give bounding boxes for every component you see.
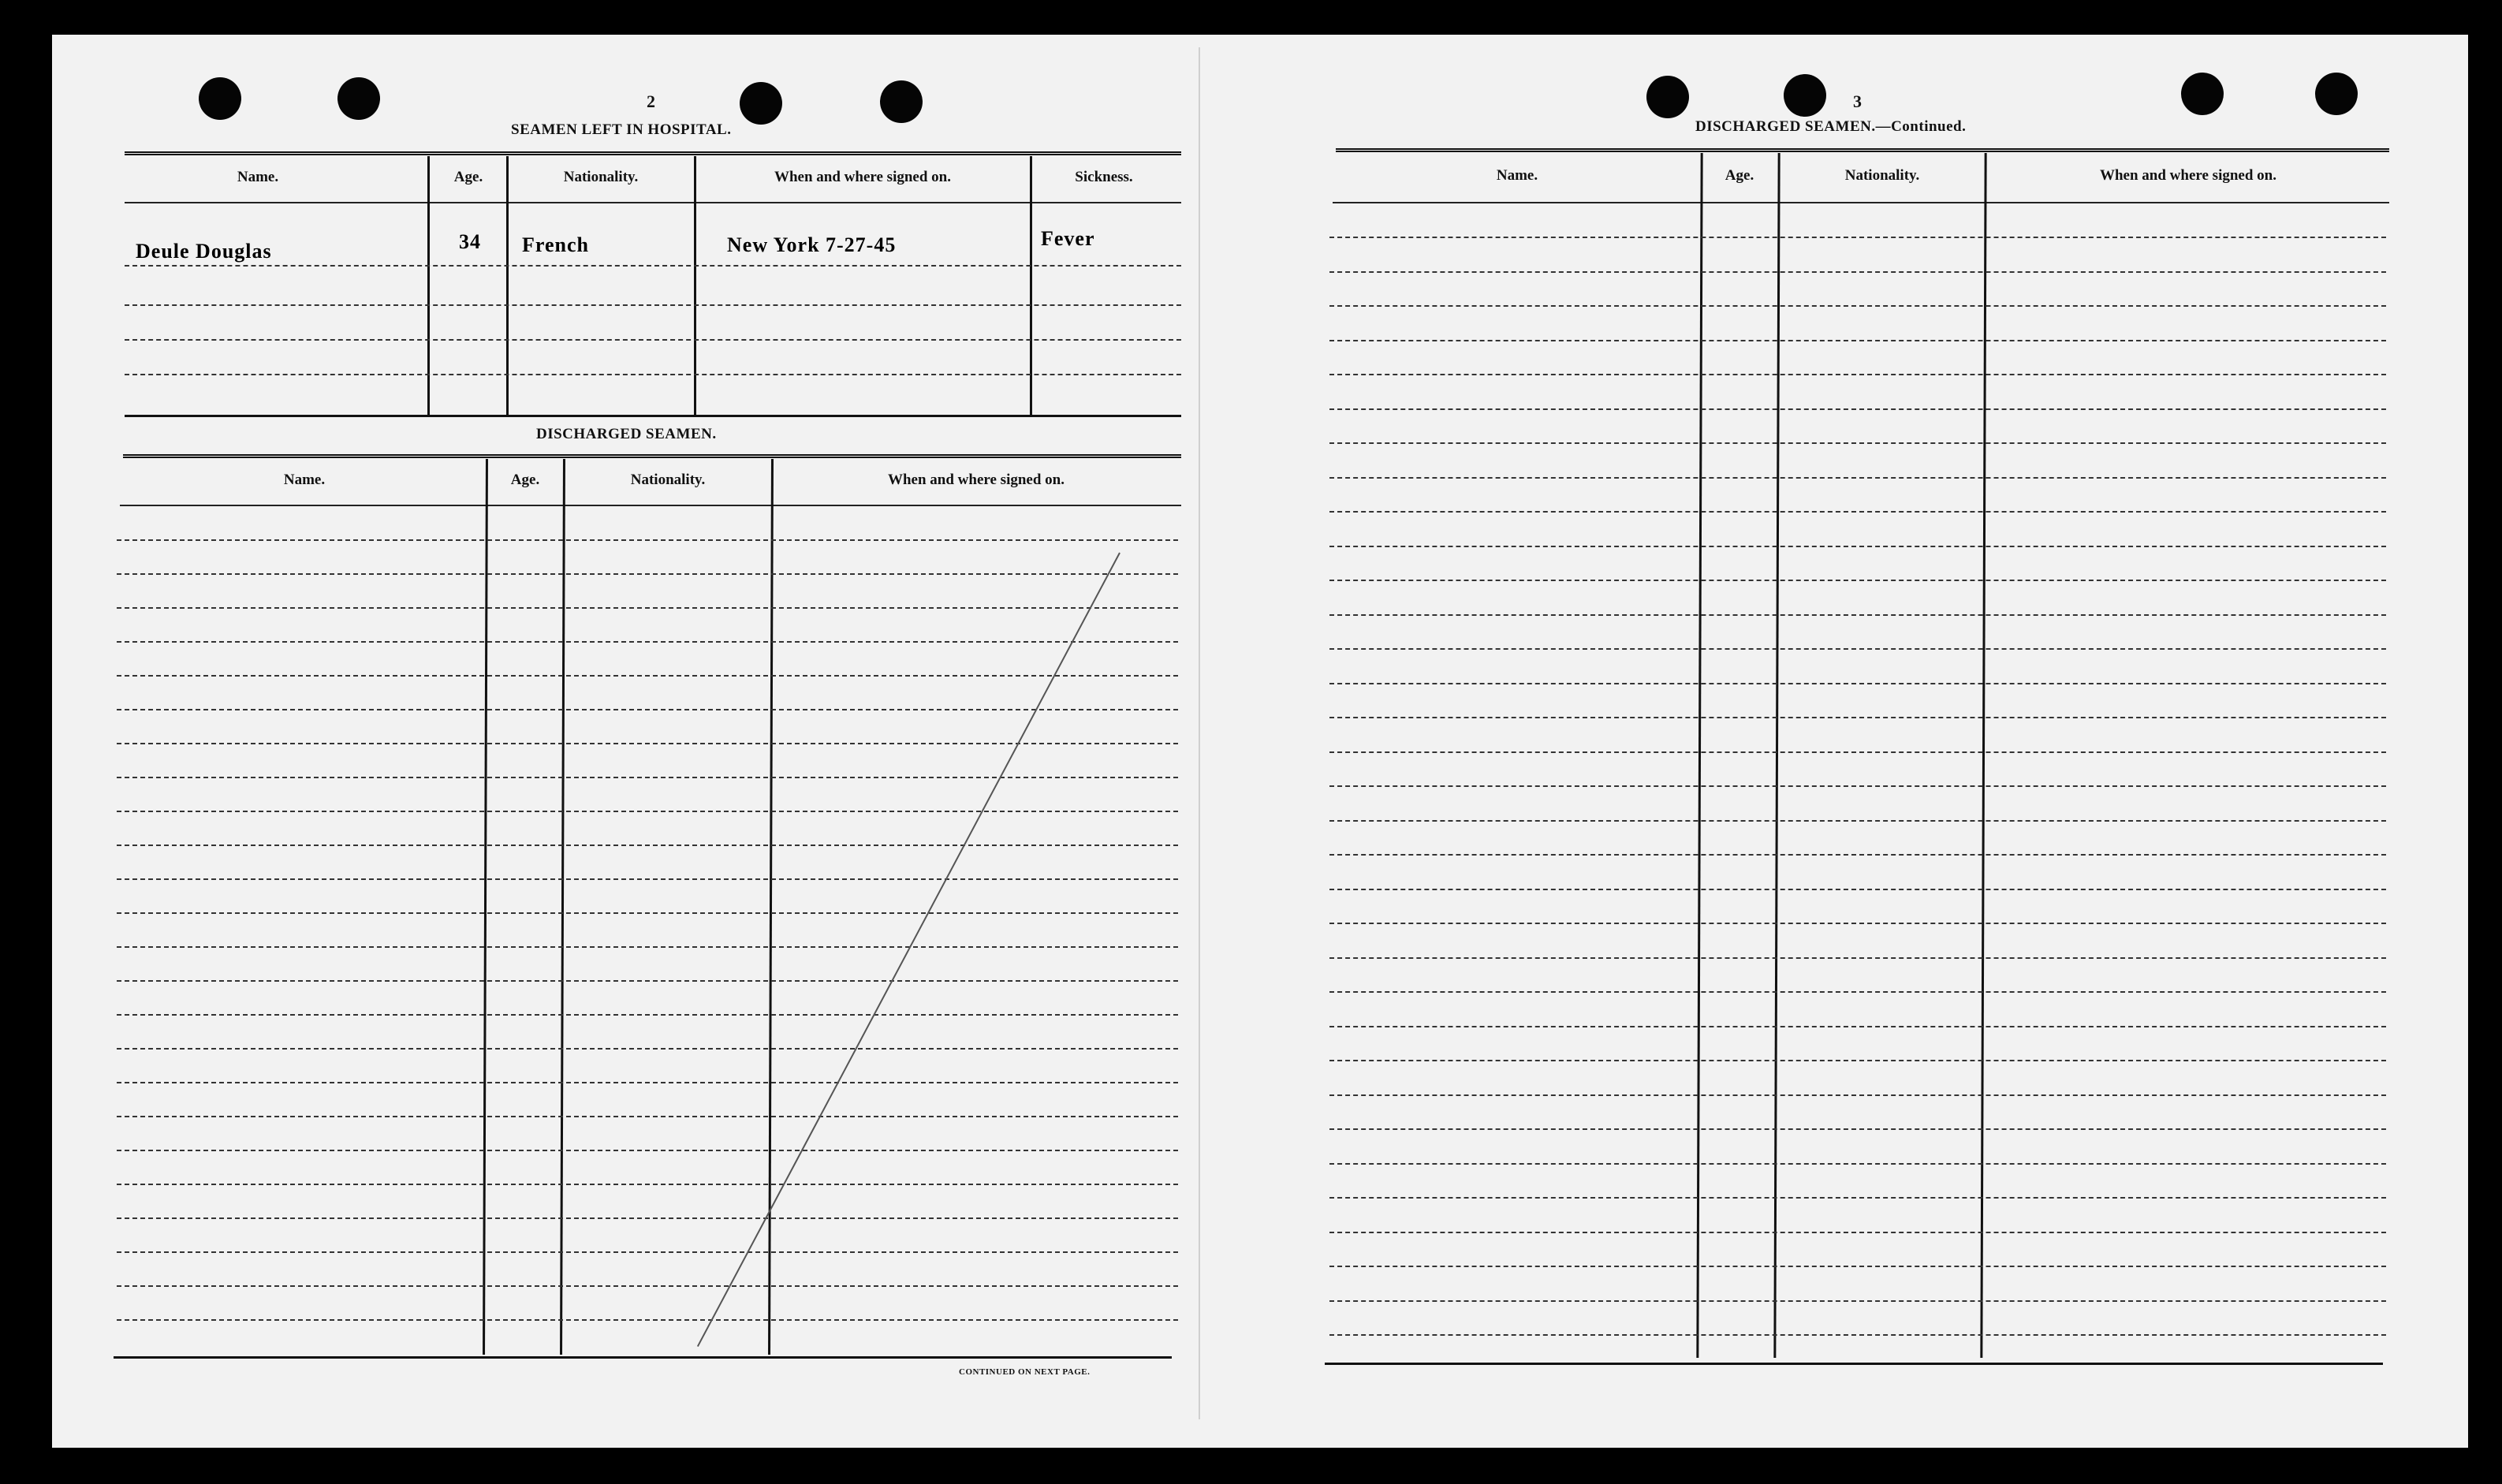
ruled-line — [117, 607, 1178, 609]
ruled-line — [1329, 1128, 2386, 1130]
column-divider — [427, 156, 430, 416]
ruled-line — [117, 641, 1178, 643]
ruled-line — [117, 1048, 1178, 1050]
ruled-line — [117, 1285, 1178, 1287]
ruled-line — [117, 946, 1178, 948]
ruled-line — [1329, 580, 2386, 581]
ruled-line — [1329, 442, 2386, 444]
ruled-line — [1329, 1266, 2386, 1267]
col-name-header: Name. — [283, 472, 326, 488]
ruled-line — [1329, 1026, 2386, 1027]
column-divider — [506, 156, 509, 416]
ruled-line — [1329, 1232, 2386, 1233]
ruled-line — [1329, 1197, 2386, 1199]
ruled-line — [1329, 271, 2386, 273]
header-divider — [1333, 202, 2389, 203]
ruled-line — [117, 1082, 1178, 1083]
ruled-line — [117, 1014, 1178, 1016]
ruled-line — [117, 777, 1178, 778]
ruled-line — [117, 709, 1178, 710]
ruled-line — [1329, 648, 2386, 650]
ruled-line — [1329, 237, 2386, 238]
col-nationality-header: Nationality. — [1844, 167, 1920, 184]
ruled-line — [117, 675, 1178, 677]
document-sheet — [52, 35, 2468, 1448]
ruled-line — [1329, 614, 2386, 616]
ruled-line — [117, 980, 1178, 982]
ruled-line — [1329, 683, 2386, 684]
ruled-line — [1329, 991, 2386, 993]
ruled-line — [1329, 408, 2386, 410]
col-signed-on-header: When and where signed on. — [2099, 167, 2276, 184]
ruled-line — [1329, 477, 2386, 479]
seaman-nationality: French — [522, 233, 589, 256]
ruled-line — [1329, 957, 2386, 959]
table-top-rule — [123, 454, 1181, 458]
col-age-header: Age. — [453, 169, 483, 185]
table-bottom-rule — [125, 415, 1181, 417]
seaman-sickness: Fever — [1041, 227, 1095, 250]
col-age-header: Age. — [1725, 167, 1754, 184]
ruled-line — [117, 878, 1178, 880]
ruled-line — [117, 1217, 1178, 1219]
ruled-line — [1329, 923, 2386, 924]
ruled-line — [125, 374, 1181, 375]
page-number: 2 — [647, 91, 655, 111]
col-name-header: Name. — [1496, 167, 1538, 184]
ruled-line — [125, 339, 1181, 341]
ruled-line — [1329, 717, 2386, 718]
ruled-line — [1329, 1060, 2386, 1061]
ruled-line — [117, 1251, 1178, 1253]
discharged-continued-title: DISCHARGED SEAMEN.—Continued. — [1695, 118, 1967, 135]
seaman-age: 34 — [459, 230, 481, 253]
punch-hole — [1646, 76, 1689, 118]
table-bottom-rule — [1325, 1363, 2383, 1365]
ruled-line — [1329, 820, 2386, 822]
punch-hole — [880, 80, 923, 123]
punch-hole — [1784, 74, 1826, 117]
ruled-line — [1329, 889, 2386, 890]
ruled-line — [117, 1319, 1178, 1321]
table-bottom-rule — [114, 1356, 1172, 1359]
ruled-line — [125, 265, 1181, 267]
punch-hole — [337, 77, 380, 120]
ruled-line — [1329, 546, 2386, 547]
ruled-line — [125, 304, 1181, 306]
header-divider — [125, 202, 1181, 203]
seaman-name: Deule Douglas — [136, 240, 272, 263]
col-name-header: Name. — [237, 169, 279, 185]
punch-hole — [199, 77, 241, 120]
ruled-line — [117, 912, 1178, 914]
ruled-line — [117, 811, 1178, 812]
column-divider — [694, 156, 696, 416]
ruled-line — [1329, 340, 2386, 341]
ruled-line — [117, 1184, 1178, 1185]
header-divider — [120, 505, 1181, 506]
col-sickness-header: Sickness. — [1075, 169, 1133, 185]
column-divider — [1030, 156, 1032, 416]
ruled-line — [1329, 854, 2386, 856]
discharged-section-title: DISCHARGED SEAMEN. — [536, 426, 717, 442]
ruled-line — [1329, 1300, 2386, 1302]
ruled-line — [117, 539, 1178, 541]
col-signed-on-header: When and where signed on. — [774, 169, 951, 185]
page-number: 3 — [1853, 91, 1862, 111]
ruled-line — [117, 1150, 1178, 1151]
seaman-signed-on: New York 7-27-45 — [727, 233, 897, 256]
punch-hole — [2181, 73, 2224, 115]
ruled-line — [1329, 511, 2386, 513]
ruled-line — [1329, 305, 2386, 307]
ruled-line — [1329, 1334, 2386, 1336]
ruled-line — [1329, 374, 2386, 375]
col-nationality-header: Nationality. — [563, 169, 639, 185]
col-nationality-header: Nationality. — [630, 472, 706, 488]
ruled-line — [1329, 785, 2386, 787]
table-top-rule — [125, 151, 1181, 155]
hospital-section-title: SEAMEN LEFT IN HOSPITAL. — [511, 121, 732, 138]
continued-note: CONTINUED ON NEXT PAGE. — [959, 1367, 1091, 1377]
punch-hole — [2315, 73, 2358, 115]
punch-hole — [740, 82, 782, 125]
table-top-rule — [1336, 148, 2389, 152]
col-signed-on-header: When and where signed on. — [887, 472, 1065, 488]
col-age-header: Age. — [510, 472, 540, 488]
page-fold — [1199, 47, 1200, 1419]
ruled-line — [117, 845, 1178, 846]
ruled-line — [117, 1116, 1178, 1117]
ruled-line — [1329, 1094, 2386, 1096]
ruled-line — [117, 573, 1178, 575]
ruled-line — [1329, 1163, 2386, 1165]
ruled-line — [1329, 751, 2386, 753]
